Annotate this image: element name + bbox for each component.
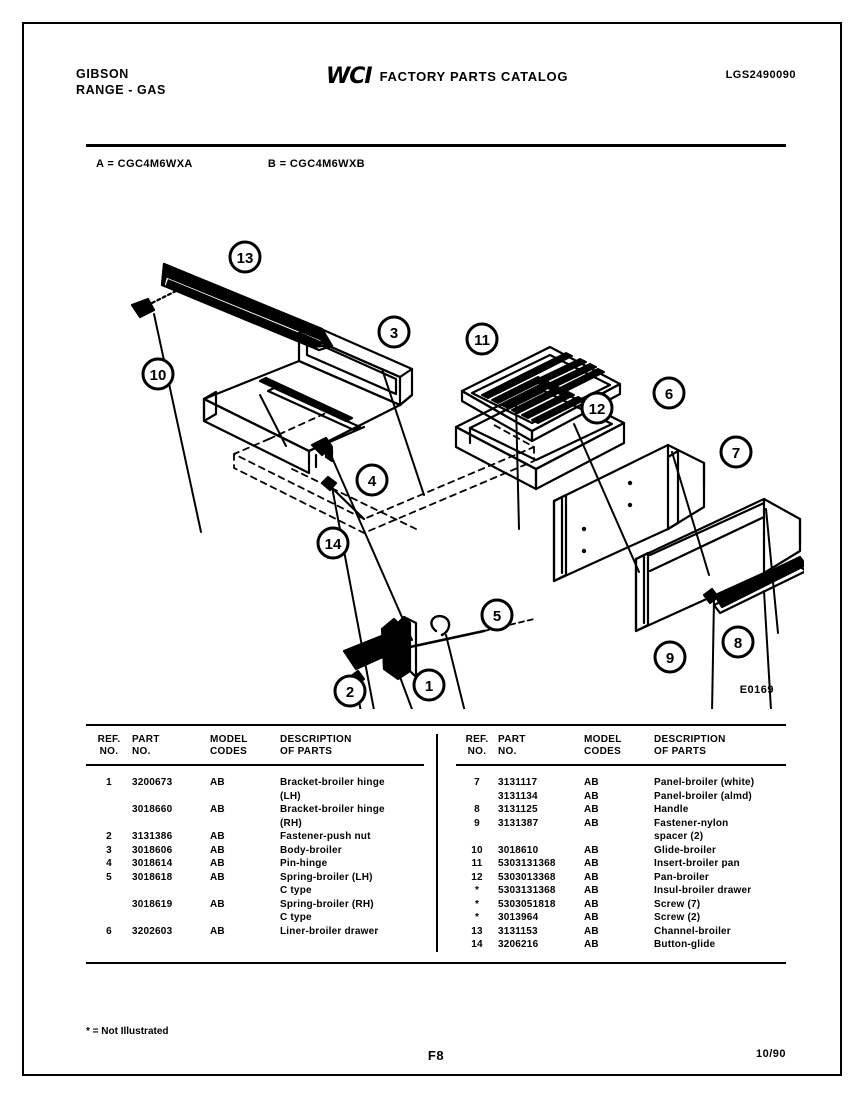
callout-6 [654, 378, 684, 408]
cell-model-codes: AB [584, 844, 599, 856]
callout-3 [379, 317, 409, 347]
document-number: LGS2490090 [725, 69, 796, 81]
cell-model-codes [210, 911, 280, 925]
svg-text:9: 9 [665, 650, 675, 667]
cell-ref-no: 13 [471, 925, 483, 937]
table-row [456, 938, 786, 952]
table-row [456, 911, 786, 925]
table-row [86, 790, 424, 804]
table-row [86, 898, 424, 912]
cell-description: Fastener-push nut [280, 831, 371, 842]
svg-text:3: 3 [389, 325, 399, 342]
svg-text:13: 13 [236, 250, 254, 267]
exploded-view-illustration [64, 199, 804, 709]
wci-logo: WCI [326, 64, 372, 89]
header-ref-no-line1: REF. [97, 734, 121, 745]
cell-ref-no [86, 898, 132, 912]
brand-block [76, 66, 166, 98]
cell-description: (RH) [280, 817, 302, 829]
cell-part-no: 3018614 [132, 858, 173, 869]
callout-12 [582, 393, 612, 423]
cell-model-codes: AB [584, 790, 599, 802]
callout-13 [230, 242, 260, 272]
product-category: RANGE - GAS [76, 83, 166, 97]
parts-table-right-column [436, 734, 786, 952]
cell-model-codes: AB [584, 912, 599, 923]
cell-description: Bracket-broiler hinge [280, 804, 385, 815]
table-row [86, 857, 424, 871]
callout-5 [482, 600, 512, 630]
cell-part-no: 3013964 [498, 912, 539, 923]
cell-description: Panel-broiler (almd) [654, 790, 752, 802]
cell-description: Insul-broiler drawer [654, 885, 752, 896]
cell-ref-no: 7 [474, 777, 480, 788]
cell-ref-no [86, 884, 132, 898]
parts-table [86, 724, 786, 964]
cell-description: Bracket-broiler hinge [280, 777, 385, 788]
cell-model-codes [210, 817, 280, 831]
table-row [456, 871, 786, 885]
header-ref-no-line1-right: REF. [465, 734, 489, 745]
callout-9 [655, 642, 685, 672]
header-part-no-line1: PART [132, 734, 160, 745]
cell-model-codes [210, 884, 280, 898]
cell-description: Button-glide [654, 939, 716, 950]
cell-part-no: 3018660 [132, 804, 173, 815]
table-row [456, 925, 786, 939]
cell-part-no: 3131134 [498, 790, 538, 802]
cell-model-codes: AB [584, 817, 599, 829]
right-rows-container [456, 766, 786, 952]
cell-description: Panel-broiler (white) [654, 777, 755, 788]
table-row [86, 803, 424, 817]
cell-part-no: 3131153 [498, 925, 538, 937]
cell-model-codes: AB [210, 777, 225, 788]
cell-description: Insert-broiler pan [654, 858, 740, 869]
table-header-row-right [456, 734, 786, 758]
model-code-a: A = CGC4M6WXA [96, 158, 193, 170]
header-divider [86, 144, 786, 147]
svg-text:12: 12 [588, 401, 606, 418]
cell-model-codes [584, 830, 654, 844]
header-description-line2: OF PARTS [280, 746, 333, 757]
cell-model-codes: AB [584, 925, 599, 937]
cell-ref-no [456, 830, 498, 844]
cell-part-no: 3131125 [498, 804, 538, 815]
header-part-no-line1-right: PART [498, 734, 526, 745]
cell-description: Body-broiler [280, 844, 342, 856]
svg-text:2: 2 [345, 684, 355, 701]
header-description-line1-right: DESCRIPTION [654, 734, 726, 745]
header-part-no-line2: NO. [132, 746, 151, 757]
cell-part-no: 5303013368 [498, 871, 556, 883]
cell-part-no: 3018606 [132, 844, 173, 856]
catalog-title-block [326, 66, 568, 88]
cell-part-no: 3200673 [132, 777, 173, 788]
table-bottom-border [86, 962, 786, 964]
cell-ref-no: * [474, 898, 480, 910]
table-row [456, 776, 786, 790]
cell-description: Screw (7) [654, 898, 701, 910]
cell-part-no [132, 884, 210, 898]
cell-ref-no: 14 [471, 939, 483, 950]
callout-2 [335, 676, 365, 706]
cell-model-codes: AB [210, 898, 225, 910]
cell-part-no [498, 830, 584, 844]
header-model-codes-line2-right: CODES [584, 746, 622, 757]
cell-part-no [132, 911, 210, 925]
cell-part-no: 3131117 [498, 777, 538, 788]
cell-ref-no [86, 803, 132, 817]
table-row [86, 844, 424, 858]
table-row [456, 817, 786, 831]
callout-11 [467, 324, 497, 354]
catalog-page [22, 22, 842, 1076]
table-row [456, 844, 786, 858]
cell-ref-no [456, 790, 498, 804]
cell-ref-no: 4 [106, 858, 112, 869]
svg-text:11: 11 [474, 332, 490, 349]
cell-ref-no: 1 [106, 777, 112, 788]
cell-description: Spring-broiler (RH) [280, 898, 374, 910]
cell-part-no: 3018618 [132, 871, 173, 883]
cell-description: Handle [654, 804, 689, 815]
brand-name: GIBSON [76, 67, 129, 81]
cell-model-codes: AB [584, 804, 599, 815]
cell-ref-no [86, 790, 132, 804]
parts-table-left-column [86, 734, 436, 952]
page-header [76, 66, 796, 112]
cell-part-no: 5303131368 [498, 858, 556, 869]
catalog-title: FACTORY PARTS CATALOG [379, 69, 569, 84]
table-row [86, 911, 424, 925]
cell-part-no [132, 817, 210, 831]
page-number: F8 [427, 1048, 445, 1063]
cell-ref-no: * [474, 912, 480, 923]
cell-model-codes: AB [210, 831, 225, 842]
table-row [456, 803, 786, 817]
cell-description: Glide-broiler [654, 844, 717, 856]
cell-model-codes: AB [210, 858, 225, 869]
callout-14 [318, 528, 348, 558]
table-row [86, 817, 424, 831]
cell-description: Liner-broiler drawer [280, 925, 379, 937]
cell-ref-no: 5 [106, 871, 112, 883]
cell-model-codes: AB [584, 858, 599, 869]
table-row [86, 776, 424, 790]
model-code-legend [96, 158, 365, 170]
cell-ref-no: 8 [474, 804, 480, 815]
cell-description: Screw (2) [654, 912, 701, 923]
header-part-no-line2-right: NO. [498, 746, 517, 757]
header-model-codes-line1-right: MODEL [584, 734, 622, 745]
svg-text:14: 14 [324, 536, 342, 553]
cell-description: (LH) [280, 790, 301, 802]
callout-10 [143, 359, 173, 389]
cell-model-codes: AB [210, 844, 225, 856]
cell-part-no: 5303131368 [498, 885, 556, 896]
table-row [456, 898, 786, 912]
cell-part-no: 3018610 [498, 844, 539, 856]
svg-text:5: 5 [492, 608, 502, 625]
table-row [456, 790, 786, 804]
table-row [86, 884, 424, 898]
not-illustrated-note: * = Not Illustrated [86, 1026, 169, 1037]
cell-part-no [132, 790, 210, 804]
model-code-b: B = CGC4M6WXB [267, 158, 366, 170]
cell-description: Pin-hinge [280, 858, 328, 869]
cell-description: C type [280, 885, 312, 896]
cell-description: Spring-broiler (LH) [280, 871, 373, 883]
table-row [456, 857, 786, 871]
callout-7 [721, 437, 751, 467]
cell-ref-no: 6 [106, 925, 112, 937]
svg-text:10: 10 [149, 367, 167, 384]
callout-4 [357, 465, 387, 495]
left-rows-container [86, 766, 424, 938]
cell-ref-no: * [474, 885, 480, 896]
cell-description: Pan-broiler [654, 871, 709, 883]
table-header-row-left [86, 734, 424, 758]
cell-ref-no [86, 911, 132, 925]
cell-ref-no: 10 [471, 844, 483, 856]
cell-ref-no [86, 817, 132, 831]
cell-model-codes: AB [584, 885, 599, 896]
header-description-line1: DESCRIPTION [280, 734, 352, 745]
cell-ref-no: 9 [474, 817, 480, 829]
cell-description: spacer (2) [654, 831, 704, 842]
header-model-codes-line2: CODES [210, 746, 248, 757]
header-description-line2-right: OF PARTS [654, 746, 707, 757]
cell-part-no: 3206216 [498, 939, 539, 950]
cell-model-codes: AB [210, 871, 225, 883]
callout-1 [414, 670, 444, 700]
table-row [86, 830, 424, 844]
cell-part-no: 3018619 [132, 898, 173, 910]
cell-ref-no: 11 [471, 858, 483, 869]
table-row [456, 884, 786, 898]
cell-ref-no: 12 [471, 871, 483, 883]
cell-model-codes: AB [584, 898, 599, 910]
cell-part-no: 5303051818 [498, 898, 556, 910]
svg-text:4: 4 [367, 473, 377, 490]
table-row [86, 871, 424, 885]
cell-description: Channel-broiler [654, 925, 731, 937]
cell-model-codes: AB [584, 871, 599, 883]
cell-part-no: 3131386 [132, 831, 173, 842]
header-ref-no-line2: NO. [99, 746, 119, 757]
header-ref-no-line2-right: NO. [467, 746, 487, 757]
callout-8 [723, 627, 753, 657]
cell-ref-no: 2 [106, 831, 112, 842]
cell-model-codes [210, 790, 280, 804]
date-code: 10/90 [755, 1048, 786, 1060]
svg-text:6: 6 [664, 386, 674, 403]
svg-text:1: 1 [424, 678, 434, 695]
table-row [86, 925, 424, 939]
cell-part-no: 3131387 [498, 817, 539, 829]
cell-ref-no: 3 [106, 844, 112, 856]
cell-model-codes: AB [210, 925, 225, 937]
cell-part-no: 3202603 [132, 925, 173, 937]
cell-model-codes: AB [210, 804, 225, 815]
cell-model-codes: AB [584, 777, 599, 788]
figure-code: E0169 [739, 684, 774, 696]
cell-model-codes: AB [584, 939, 599, 950]
svg-text:7: 7 [731, 445, 741, 462]
cell-description: Fastener-nylon [654, 817, 729, 829]
cell-description: C type [280, 912, 312, 923]
header-model-codes-line1: MODEL [210, 734, 248, 745]
table-row [456, 830, 786, 844]
svg-text:8: 8 [733, 635, 743, 652]
